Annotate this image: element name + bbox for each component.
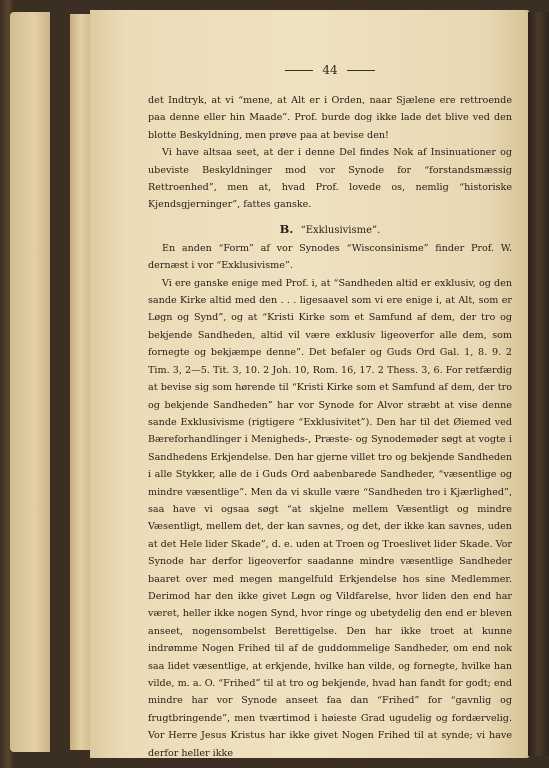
page-body bbox=[148, 92, 512, 759]
page-number: 44 bbox=[322, 63, 338, 77]
section-heading bbox=[148, 220, 512, 240]
page-header bbox=[148, 63, 512, 81]
header-rule-left bbox=[285, 70, 313, 71]
paragraph-2: Vi have altsaa seet, at der i denne Del findes Nok af Insinuationer og ubeviste Beskyldninger mod vor Synode for “forstandsmæssig Rettroenhed”, men at, hvad Prof. lovede os, nemlig “historiske Kjendsgjerninger”, fattes ganske. bbox=[148, 147, 512, 211]
section-title: “Exklusivisme”. bbox=[300, 224, 381, 236]
paragraph-4: Vi ere ganske enige med Prof. i, at “Sandheden altid er exklusiv, og den sande Kirke altid med den . . . ligesaavel som vi ere enige i, at Alt, som er Løgn og Synd”, og at “Kristi Kirke som et Samfund af dem, der tro og bekjende Sandheden, altid vil være exklusiv ligeoverfor alle dem, som fornegte og bekjæmpe denne”. Det befaler og Guds Ord Gal. 1, 8. 9. 2 Tim. 3, 2—5. Tit. 3, 10. 2 Joh. 10, Rom. 16, 17. 2 Thess. 3, 6. For retfærdig at bevise sig som hørende til “Kristi Kirke som et Samfund af dem, der tro og bekjende Sandheden” har vor Synode for Alvor stræbt at vise denne sande Exklusivisme (rigtigere “Exklusivitet”). Den har til det Øiemed ved Bæreforhandlinger i Menigheds-, Præste- og Synodemøder søgt at vogte i Sandhedens Erkjendelse. Den har gjerne villet tro og bekjende Sandheden i alle Stykker, alle de i Guds Ord aabenbarede Sandheder, “væsentlige og mindre væsentlige”. Men da vi skulle være “Sandheden tro i Kjærlighed”, saa have vi ogsaa søgt “at skjelne mellem Væsentligt og mindre Væsentligt, mellem det, der kan savnes, og det, der ikke kan savnes, uden at det Hele lider Skade”, d. e. uden at Troen og Troeslivet lider Skade. Vor Synode har derfor ligeoverfor saadanne mindre væsentlige Sandheder baaret over med megen mangelfuld Erkjendelse hos sine Medlemmer. Derimod har den ikke givet Løgn og Vildfarelse, hvor liden den end har været, heller ikke nogen Synd, hvor ringe og ubetydelig den end er bleven anseet, nogensombelst Berettigelse. Den har ikke troet at kunne indrømme Nogen Frihed til af de guddommelige Sandheder, om end nok saa lidet væsentlige, at erkjende, hvilke han vilde, og fornegte, hvilke han vilde, m. a. O. “Frihed” til at tro og bekjende, hvad han fandt for godt; end mindre har vor Synode anseet faa dan “Frihed” for “gavnlig og frugtbringende”, men tværtimod i høieste Grad ugudelig og fordærvelig. Vor Herre Jesus Kristus har ikke givet Nogen Frihed til at synde; vi have derfor heller ikke bbox=[148, 277, 512, 759]
previous-page-edge bbox=[10, 12, 50, 752]
paragraph-3: En anden “Form” af vor Synodes “Wisconsinisme” finder Prof. W. dernæst i vor “Exklusivisme”. bbox=[148, 242, 512, 272]
paragraph-1: det Indtryk, at vi “mene, at Alt er i Orden, naar Sjælene ere rettroende paa denne eller hin Maade”. Prof. burde dog ikke lade det blive ved den blotte Beskyldning, men prøve paa at bevise den! bbox=[148, 95, 512, 141]
section-letter: B. bbox=[279, 221, 294, 236]
header-rule-right bbox=[347, 70, 375, 71]
book-edge bbox=[528, 12, 549, 756]
